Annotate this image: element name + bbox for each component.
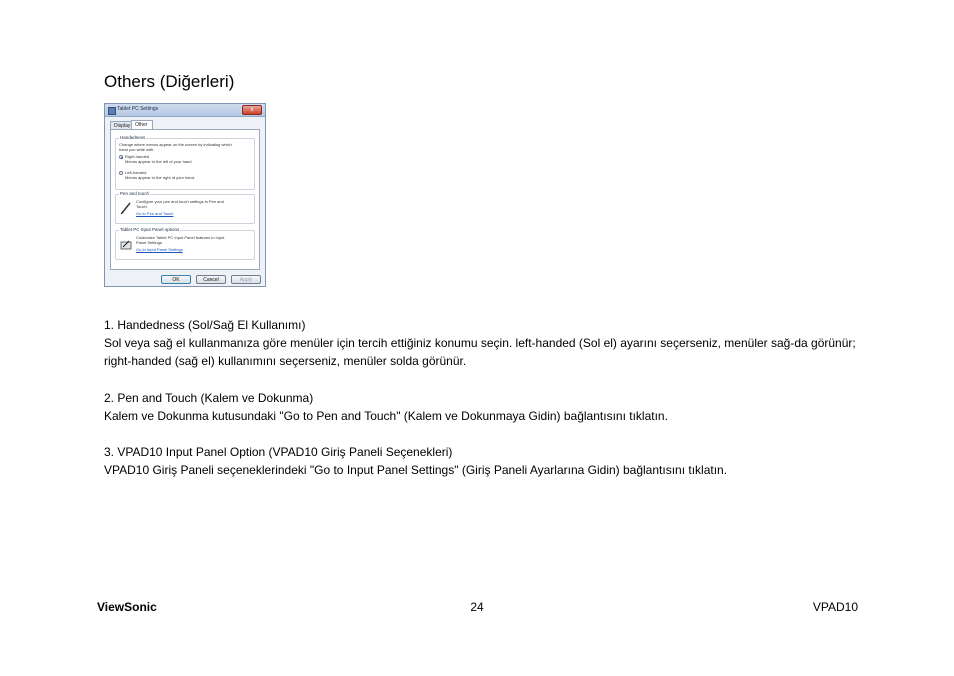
input-panel-body: VPAD10 Giriş Paneli seçeneklerindeki "Go to Input Panel Settings" (Giriş Paneli Ayarlarına Gidin) bağlantısını tıklatın. — [104, 463, 728, 477]
pen-icon — [120, 201, 132, 215]
right-handed-desc: Menus appear to the left of your hand. — [125, 159, 193, 164]
right-handed-label: Right-handed — [125, 154, 150, 159]
left-handed-desc: Menus appear to the right of your hand. — [125, 175, 196, 180]
tablet-pc-settings-dialog-image — [104, 103, 266, 287]
input-panel-desc-1: Customize Tablet PC Input Panel features in Input — [136, 235, 225, 240]
pen-touch-legend: Pen and touch — [120, 191, 150, 196]
pen-touch-body: Kalem ve Dokunma kutusundaki "Go to Pen and Touch" (Kalem ve Dokunmaya Gidin) bağlantısını tıklatın. — [104, 409, 668, 423]
go-to-input-panel-settings-link: Go to Input Panel Settings — [136, 247, 183, 252]
handedness-desc-1: Change where menus appear on the screen by indicating which — [119, 142, 232, 147]
section-heading: Others (Diğerleri) — [104, 72, 235, 91]
app-icon — [108, 107, 116, 115]
handedness-body: Sol veya sağ el kullanmanıza göre menüler için tercih ettiğiniz konumu seçin. left-handed (Sol el) ayarını seçerseniz, menüler sağ-da görünür; right-handed (sağ el) kullanımını seçerseniz, menüler solda görünür. — [104, 336, 856, 368]
go-to-pen-touch-link: Go to Pen and Touch — [136, 211, 174, 216]
pen-touch-desc-2: Touch. — [136, 204, 148, 209]
tab-content — [110, 129, 260, 270]
input-panel-heading: 3. VPAD10 Input Panel Option (VPAD10 Giriş Paneli Seçenekleri) — [104, 445, 453, 459]
handedness-desc-2: hand you write with. — [119, 147, 155, 152]
dialog-title: Tablet PC Settings — [117, 106, 159, 112]
input-panel-legend: Tablet PC Input Panel options — [120, 227, 180, 232]
handedness-legend: Handedness — [120, 135, 146, 140]
right-handed-radio — [119, 155, 123, 159]
close-icon: x — [242, 105, 262, 115]
cancel-button: Cancel — [196, 275, 226, 284]
footer-brand: ViewSonic — [97, 600, 157, 614]
handedness-heading: 1. Handedness (Sol/Sağ El Kullanımı) — [104, 318, 306, 332]
left-handed-radio — [119, 171, 123, 175]
handedness-group — [115, 135, 255, 190]
input-panel-desc-2: Panel Settings. — [136, 240, 163, 245]
input-panel-group — [115, 227, 255, 260]
footer-model: VPAD10 — [812, 600, 858, 614]
dialog-titlebar — [105, 104, 265, 117]
apply-button: Apply — [231, 275, 261, 284]
pen-touch-heading: 2. Pen and Touch (Kalem ve Dokunma) — [104, 391, 314, 405]
tab-display: Display — [110, 121, 132, 130]
pen-touch-group — [115, 191, 255, 224]
input-panel-icon — [120, 238, 132, 250]
tab-other: Other — [131, 120, 153, 130]
left-handed-label: Left-handed — [125, 170, 147, 175]
ok-button: OK — [161, 275, 191, 284]
page-number: 24 — [470, 600, 484, 614]
pen-touch-desc-1: Configure your pen and touch settings in Pen and — [136, 199, 224, 204]
